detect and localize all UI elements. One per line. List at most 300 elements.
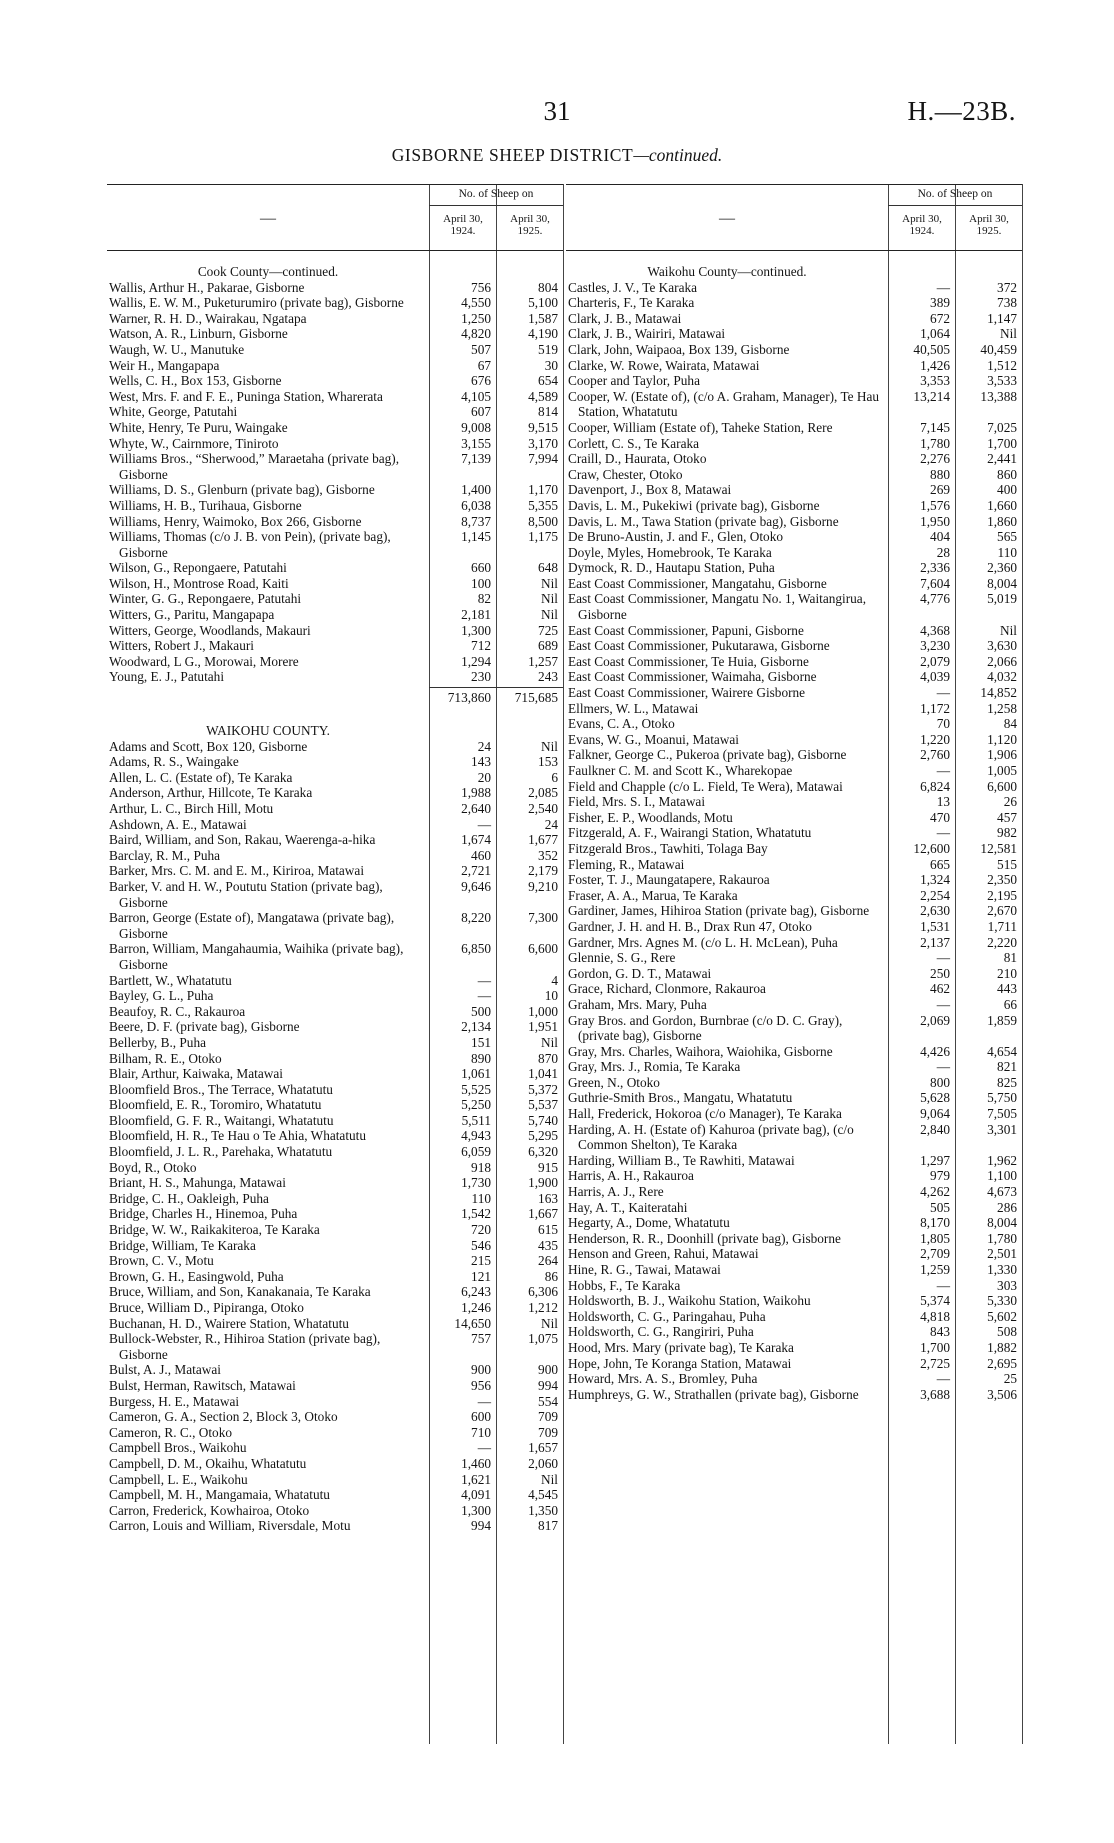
sheep-1925: 1,962 <box>987 1152 1017 1168</box>
entry-name: Bloomfield, H. R., Te Hau o Te Ahia, Whatatutu <box>109 1128 367 1144</box>
sheep-1924: 4,262 <box>920 1184 950 1200</box>
entry-name: Gray, Mrs. Charles, Waihora, Waiohika, Gisborne <box>568 1043 833 1059</box>
entry-name: Craill, D., Haurata, Otoko <box>568 451 707 467</box>
header-year-1924: April 30, 1924. <box>443 213 483 237</box>
sheep-1924: 404 <box>930 529 950 545</box>
sheep-1925: 30 <box>544 357 558 373</box>
sheep-1925: 372 <box>997 279 1017 295</box>
sheep-1924: 665 <box>930 856 950 872</box>
table-row <box>107 988 563 1004</box>
entry-name: East Coast Commissioner, Mangatahu, Gisborne <box>568 575 827 591</box>
table-row <box>566 514 1022 530</box>
header-no-of-sheep: No. of Sheep on <box>458 188 534 200</box>
sheep-1925: 508 <box>997 1324 1017 1340</box>
entry-name: Grace, Richard, Clonmore, Rakauroa <box>568 981 766 997</box>
table-row <box>566 1106 1022 1122</box>
sheep-1925: 817 <box>538 1518 558 1534</box>
sheep-1925: 1,170 <box>528 482 558 498</box>
section-heading: WAIKOHU COUNTY. <box>206 723 330 739</box>
section-title: Cook County—continued. <box>197 264 339 279</box>
sheep-1924: 462 <box>930 981 950 997</box>
sheep-1925: 2,220 <box>987 934 1017 950</box>
entry-name: Castles, J. V., Te Karaka <box>568 279 698 295</box>
table-row <box>107 389 563 405</box>
sheep-1924: 2,630 <box>920 903 950 919</box>
sheep-1924: 13,214 <box>913 388 950 404</box>
entry-name: Fitzgerald Bros., Tawhiti, Tolaga Bay <box>568 840 768 856</box>
entry-name: Davis, L. M., Pukekiwi (private bag), Gisborne <box>568 497 820 513</box>
entry-name: Gardner, J. H. and H. B., Drax Run 47, Otoko <box>568 918 812 934</box>
entry-name: Beaufoy, R. C., Rakauroa <box>109 1003 246 1019</box>
sheep-1924: 5,525 <box>461 1081 491 1097</box>
sheep-1925: 689 <box>538 638 558 654</box>
entry-name: De Bruno-Austin, J. and F., Glen, Otoko <box>568 529 783 545</box>
sheep-1925: 1,657 <box>528 1440 558 1456</box>
sheep-1925: 1,951 <box>528 1019 558 1035</box>
sheep-1925: 264 <box>538 1253 558 1269</box>
sheep-1924: 5,250 <box>461 1097 491 1113</box>
entry-name: Doyle, Myles, Homebrook, Te Karaka <box>568 544 772 560</box>
table-row <box>107 654 563 670</box>
table-row <box>107 1425 563 1441</box>
entry-name: Barron, George (Estate of), Mangatawa (private bag), Gisborne <box>109 910 395 941</box>
sheep-1925: 870 <box>538 1050 558 1066</box>
sheep-1924: — <box>477 1393 491 1409</box>
sheep-1925: 1,700 <box>987 435 1017 451</box>
right-rows-waikohu <box>566 280 1022 1403</box>
sheep-1924: 4,943 <box>461 1128 491 1144</box>
entry-name: Witters, G., Paritu, Mangapapa <box>109 607 275 623</box>
sheep-1925: Nil <box>541 575 558 591</box>
entry-name: Bellerby, B., Puha <box>109 1034 207 1050</box>
sheep-1925: 860 <box>997 466 1017 482</box>
sheep-1925: 163 <box>538 1190 558 1206</box>
sheep-1925: 7,025 <box>987 419 1017 435</box>
sheep-1925: Nil <box>541 1034 558 1050</box>
sheep-1924: 1,621 <box>461 1471 491 1487</box>
entry-name: Field and Chapple (c/o L. Field, Te Wera), Matawai <box>568 778 843 794</box>
entry-name: Bulst, Herman, Rawitsch, Matawai <box>109 1377 296 1393</box>
sheep-1924: 710 <box>471 1424 491 1440</box>
sheep-1925: 5,537 <box>528 1097 558 1113</box>
sheep-1925: 3,630 <box>987 638 1017 654</box>
entry-name: Carron, Frederick, Kowhairoa, Otoko <box>109 1502 310 1518</box>
table-row <box>107 326 563 342</box>
sheep-1925: 1,041 <box>528 1066 558 1082</box>
sheep-1925: 5,750 <box>987 1090 1017 1106</box>
entry-name: Charteris, F., Te Karaka <box>568 295 695 311</box>
sheep-1924: 676 <box>471 373 491 389</box>
sheep-1925: 4,673 <box>987 1184 1017 1200</box>
entry-name: Holdsworth, C. G., Rangiriri, Puha <box>568 1324 754 1340</box>
table-row <box>107 1097 563 1113</box>
sheep-1924: — <box>936 1059 950 1075</box>
sheep-1924: 4,039 <box>920 669 950 685</box>
entry-name: Campbell, D. M., Okaihu, Whatatutu <box>109 1455 307 1471</box>
sheep-1924: 1,988 <box>461 785 491 801</box>
sheep-1925: 86 <box>544 1268 558 1284</box>
table-row <box>566 436 1022 452</box>
entry-name: Gardner, Mrs. Agnes M. (c/o L. H. McLean), Puha <box>568 934 838 950</box>
entry-name: Cooper and Taylor, Puha <box>568 373 700 389</box>
sheep-1925: 1,100 <box>987 1168 1017 1184</box>
entry-name: Hine, R. G., Tawai, Matawai <box>568 1262 721 1277</box>
entry-name: Witters, Robert J., Makauri <box>109 638 254 654</box>
sheep-1924: 6,850 <box>461 941 491 957</box>
entry-name: Blair, Arthur, Kaiwaka, Matawai <box>109 1066 283 1082</box>
sheep-1924: 500 <box>471 1003 491 1019</box>
table-row <box>566 935 1022 951</box>
sheep-1924: 230 <box>471 669 491 685</box>
table-row <box>566 825 1022 841</box>
sheep-1924: 994 <box>471 1518 491 1534</box>
table-row <box>107 591 563 607</box>
table-row <box>566 373 1022 389</box>
sheep-1925: 1,175 <box>528 529 558 545</box>
sheep-1924: 4,550 <box>461 295 491 311</box>
sheep-1924: 1,300 <box>461 1502 491 1518</box>
header-year-1924: April 30, 1924. <box>902 213 942 237</box>
sheep-1925: 1,000 <box>528 1003 558 1019</box>
sheep-1925: 982 <box>997 825 1017 841</box>
table-row <box>566 919 1022 935</box>
entry-name: Baird, William, and Son, Rakau, Waerenga-a-hika <box>109 832 376 848</box>
sheep-1924: 1,576 <box>920 497 950 513</box>
table-row <box>566 701 1022 717</box>
entry-name: Bridge, William, Te Karaka <box>109 1237 256 1253</box>
table-row <box>566 981 1022 997</box>
entry-name: Bloomfield, E. R., Toromiro, Whatatutu <box>109 1097 322 1113</box>
sheep-1924: 110 <box>471 1190 491 1206</box>
sheep-1924: 460 <box>471 847 491 863</box>
entry-name: Campbell, L. E., Waikohu <box>109 1471 248 1487</box>
sheep-1924: 1,220 <box>920 731 950 747</box>
sheep-1925: 554 <box>538 1393 558 1409</box>
sheep-1924: 505 <box>930 1199 950 1215</box>
table-row <box>107 342 563 358</box>
sheep-1924: 1,426 <box>920 357 950 373</box>
sheep-1924: 2,709 <box>920 1246 950 1262</box>
entry-name: Holdsworth, B. J., Waikohu Station, Waikohu <box>568 1293 811 1309</box>
entry-name: Guthrie-Smith Bros., Mangatu, Whatatutu <box>568 1090 793 1106</box>
table-row <box>566 732 1022 748</box>
sheep-1925: 6,320 <box>528 1144 558 1160</box>
table-row <box>107 498 563 514</box>
sheep-1925: 7,300 <box>528 910 558 926</box>
table-row <box>566 966 1022 982</box>
sheep-1925: 7,994 <box>528 451 558 467</box>
sheep-1925: 84 <box>1003 716 1017 732</box>
table-row <box>107 1362 563 1378</box>
sheep-1924: 880 <box>930 466 950 482</box>
entry-name: Green, N., Otoko <box>568 1074 660 1090</box>
table-row <box>566 1340 1022 1356</box>
table-row <box>107 754 563 770</box>
table-row <box>566 872 1022 888</box>
sheep-1925: 12,581 <box>980 840 1017 856</box>
entry-name: Bridge, Charles H., Hinemoa, Puha <box>109 1206 298 1222</box>
sheep-1925: 153 <box>538 754 558 770</box>
table-row <box>566 560 1022 576</box>
table-row <box>566 841 1022 857</box>
sheep-1925: 110 <box>997 544 1017 560</box>
entry-name: Wallis, Arthur H., Pakarae, Gisborne <box>109 279 305 295</box>
table-row <box>566 451 1022 467</box>
table-row <box>566 794 1022 810</box>
sheep-1925: 8,500 <box>528 513 558 529</box>
table-row <box>107 482 563 498</box>
sheep-1925: 1,860 <box>987 513 1017 529</box>
table-row <box>566 669 1022 685</box>
sheep-1925: Nil <box>541 607 558 623</box>
table-row <box>107 607 563 623</box>
sheep-1925: 804 <box>538 279 558 295</box>
header-year-1925: April 30, 1925. <box>510 213 550 237</box>
sheep-1924: 1,250 <box>461 310 491 326</box>
entry-name: Woodward, L G., Morowai, Morere <box>109 653 299 669</box>
sheep-1925: 9,210 <box>528 878 558 894</box>
entry-name: Hegarty, A., Dome, Whatatutu <box>568 1215 730 1231</box>
sheep-1924: 900 <box>471 1362 491 1378</box>
entry-name: East Coast Commissioner, Te Huia, Gisborne <box>568 653 809 669</box>
entry-name: Bridge, W. W., Raikakiteroa, Te Karaka <box>109 1222 320 1238</box>
sheep-1924: 1,246 <box>461 1300 491 1315</box>
entry-name: Field, Mrs. S. I., Matawai <box>568 794 706 810</box>
sheep-1925: 81 <box>1003 950 1017 966</box>
table-row <box>566 888 1022 904</box>
sheep-1924: 5,628 <box>920 1090 950 1106</box>
entry-name: Allen, L. C. (Estate of), Te Karaka <box>109 769 293 785</box>
sheep-1925: 66 <box>1003 996 1017 1012</box>
sheep-1925: 1,257 <box>528 653 558 669</box>
sheep-1924: 720 <box>471 1222 491 1238</box>
table-row <box>107 1128 563 1144</box>
entry-name: Young, E. J., Patutahi <box>109 669 225 685</box>
sheep-1925: 4,589 <box>528 388 558 404</box>
sheep-1925: 648 <box>538 560 558 576</box>
sheep-1924: 4,091 <box>461 1487 491 1503</box>
left-rows-cook <box>107 280 563 685</box>
entry-name: Bloomfield Bros., The Terrace, Whatatutu <box>109 1081 333 1097</box>
sheep-1925: 3,506 <box>987 1386 1017 1402</box>
table-row <box>107 879 563 910</box>
sheep-1925: 994 <box>538 1377 558 1393</box>
sheep-1925: 1,147 <box>987 310 1017 326</box>
table-row <box>107 1206 563 1222</box>
table-row <box>566 1309 1022 1325</box>
entry-name: Warner, R. H. D., Wairakau, Ngatapa <box>109 310 307 326</box>
sheep-1924: 2,137 <box>920 934 950 950</box>
sheep-1925: 4,032 <box>987 669 1017 685</box>
sheep-1925: 5,355 <box>528 497 558 513</box>
sheep-1925: 515 <box>997 856 1017 872</box>
sheep-1924: 546 <box>471 1237 491 1253</box>
right-table <box>566 184 1022 1744</box>
table-row <box>107 404 563 420</box>
table-row <box>566 638 1022 654</box>
entry-name: Wells, C. H., Box 153, Gisborne <box>109 373 282 389</box>
sheep-1924: 843 <box>930 1324 950 1340</box>
table-row <box>566 1278 1022 1294</box>
sheep-1924: 5,374 <box>920 1293 950 1309</box>
sheep-1925: 3,170 <box>528 435 558 451</box>
sheep-1924: 4,776 <box>920 591 950 607</box>
sheep-1925: 2,441 <box>987 451 1017 467</box>
entry-name: Fraser, A. A., Marua, Te Karaka <box>568 887 738 903</box>
sheep-1925: 2,066 <box>987 653 1017 669</box>
sheep-1925: 286 <box>997 1199 1017 1215</box>
entry-name: Faulkner C. M. and Scott K., Wharekopae <box>568 763 793 778</box>
entry-name: Bilham, R. E., Otoko <box>109 1050 222 1066</box>
entry-name: Brown, G. H., Easingwold, Puha <box>109 1268 284 1284</box>
entry-name: Barker, Mrs. C. M. and E. M., Kiriroa, Matawai <box>109 863 365 879</box>
sheep-1925: 400 <box>997 482 1017 498</box>
entry-name: Hall, Frederick, Hokoroa (c/o Manager), Te Karaka <box>568 1106 842 1122</box>
sheep-1925: 519 <box>538 341 558 357</box>
sheep-1925: 1,075 <box>528 1331 558 1347</box>
left-rows-waikohu <box>107 739 563 1534</box>
left-table-body <box>107 264 563 1534</box>
entry-name: Clarke, W. Rowe, Wairata, Matawai <box>568 357 760 373</box>
entry-name: Williams, H. B., Turihaua, Gisborne <box>109 497 302 513</box>
sheep-1924: 24 <box>477 738 491 754</box>
sheep-1924: 8,220 <box>461 910 491 926</box>
table-row <box>107 1051 563 1067</box>
entry-name: Adams and Scott, Box 120, Gisborne <box>109 738 308 754</box>
header-no-of-sheep: No. of Sheep on <box>917 188 993 200</box>
sheep-1924: 9,008 <box>461 419 491 435</box>
entry-name: Humphreys, G. W., Strathallen (private bag), Gisborne <box>568 1386 859 1402</box>
left-table <box>107 184 563 1744</box>
sheep-1924: 672 <box>930 310 950 326</box>
entry-name: Gray, Mrs. J., Romia, Te Karaka <box>568 1059 741 1075</box>
sheep-1925: 40,459 <box>980 341 1017 357</box>
sheep-1924: 28 <box>936 544 950 560</box>
sheep-1924: — <box>936 279 950 295</box>
table-row <box>107 1019 563 1035</box>
sheep-1924: — <box>477 816 491 832</box>
entry-name: Weir H., Mangapapa <box>109 357 220 373</box>
sheep-1924: 756 <box>471 279 491 295</box>
table-row <box>566 654 1022 670</box>
entry-name: Bridge, C. H., Oakleigh, Puha <box>109 1190 269 1206</box>
entry-name: Bulst, A. J., Matawai <box>109 1362 221 1378</box>
sheep-1925: 26 <box>1003 794 1017 810</box>
entry-name: Bartlett, W., Whatatutu <box>109 972 232 988</box>
entry-name: Williams, D. S., Glenburn (private bag), Gisborne <box>109 482 375 498</box>
table-row <box>107 1331 563 1362</box>
entry-name: Anderson, Arthur, Hillcote, Te Karaka <box>109 785 313 801</box>
sheep-1925: 2,540 <box>528 801 558 816</box>
entry-name: Evans, C. A., Otoko <box>568 716 675 732</box>
entry-name: Fleming, R., Matawai <box>568 856 685 872</box>
page-heading <box>0 145 1114 166</box>
table-row <box>107 623 563 639</box>
table-row <box>107 1316 563 1332</box>
sheep-1925: 1,711 <box>987 918 1017 934</box>
sheep-1925: 14,852 <box>980 685 1017 701</box>
sheep-1924: 1,297 <box>920 1152 950 1168</box>
sheep-1924: 7,604 <box>920 575 950 591</box>
sheep-1924: 1,324 <box>920 872 950 888</box>
sheep-1925: 1,512 <box>987 357 1017 373</box>
table-row <box>566 1293 1022 1309</box>
table-row <box>107 420 563 436</box>
entry-name: Beere, D. F. (private bag), Gisborne <box>109 1019 300 1035</box>
sheep-1925: 1,350 <box>528 1502 558 1518</box>
sheep-1925: Nil <box>1000 326 1017 342</box>
entry-name: Arthur, L. C., Birch Hill, Motu <box>109 801 274 816</box>
sheep-1924: 9,646 <box>461 878 491 894</box>
sheep-1924: 4,818 <box>920 1308 950 1324</box>
table-row <box>107 910 563 941</box>
sheep-1924: — <box>936 825 950 841</box>
table-row <box>566 857 1022 873</box>
sheep-1925: 709 <box>538 1424 558 1440</box>
table-row <box>566 950 1022 966</box>
table-row <box>107 1487 563 1503</box>
entry-name: Wilson, H., Montrose Road, Kaiti <box>109 575 289 591</box>
sheep-1924: 1,805 <box>920 1230 950 1246</box>
sheep-1925: 1,587 <box>528 310 558 326</box>
header-year-1925: April 30, 1925. <box>969 213 1009 237</box>
sheep-1924: 2,336 <box>920 560 950 576</box>
sheep-1925: 8,004 <box>987 1215 1017 1231</box>
entry-name: Evans, W. G., Moanui, Matawai <box>568 731 739 747</box>
table-row <box>566 1324 1022 1340</box>
table-row <box>107 1035 563 1051</box>
sheep-1924: 1,294 <box>461 653 491 669</box>
entry-name: Briant, H. S., Mahunga, Matawai <box>109 1175 286 1191</box>
table-row <box>107 785 563 801</box>
table-row <box>107 576 563 592</box>
sheep-1924: 2,181 <box>461 607 491 623</box>
entry-name: Barclay, R. M., Puha <box>109 847 221 863</box>
table-row <box>566 1059 1022 1075</box>
table-row <box>566 280 1022 296</box>
sheep-1925: 1,660 <box>987 497 1017 513</box>
sheep-1924: 470 <box>930 809 950 825</box>
table-row <box>107 560 563 576</box>
table-row <box>107 739 563 755</box>
sheep-1925: 3,533 <box>987 373 1017 389</box>
right-table-body <box>566 264 1022 1402</box>
table-row <box>107 1409 563 1425</box>
table-row <box>566 1200 1022 1216</box>
entry-name: Howard, Mrs. A. S., Bromley, Puha <box>568 1371 758 1387</box>
entry-name: Wilson, G., Repongaere, Patutahi <box>109 560 287 576</box>
entry-name: Williams Bros., “Sherwood,” Maraetaha (private bag), Gisborne <box>109 451 400 482</box>
sheep-1925: 2,360 <box>987 560 1017 576</box>
table-row <box>566 529 1022 545</box>
table-row <box>566 1168 1022 1184</box>
sheep-1925: 1,677 <box>528 832 558 848</box>
entry-name: Hood, Mrs. Mary (private bag), Te Karaka <box>568 1339 794 1355</box>
table-row <box>107 451 563 482</box>
entry-name: Henderson, R. R., Doonhill (private bag), Gisborne <box>568 1230 841 1246</box>
sheep-1925: Nil <box>541 1315 558 1331</box>
table-row <box>566 763 1022 779</box>
sheep-1924: 660 <box>471 560 491 576</box>
sheep-1925: 5,100 <box>528 295 558 311</box>
entry-name: Waugh, W. U., Manutuke <box>109 341 245 357</box>
table-row <box>107 1066 563 1082</box>
sheep-1925: 6 <box>551 769 558 785</box>
sheep-1924: 4,820 <box>461 326 491 342</box>
sheep-1924: 14,650 <box>454 1315 491 1331</box>
sheep-1924: 507 <box>471 341 491 357</box>
sheep-1924: 800 <box>930 1074 950 1090</box>
